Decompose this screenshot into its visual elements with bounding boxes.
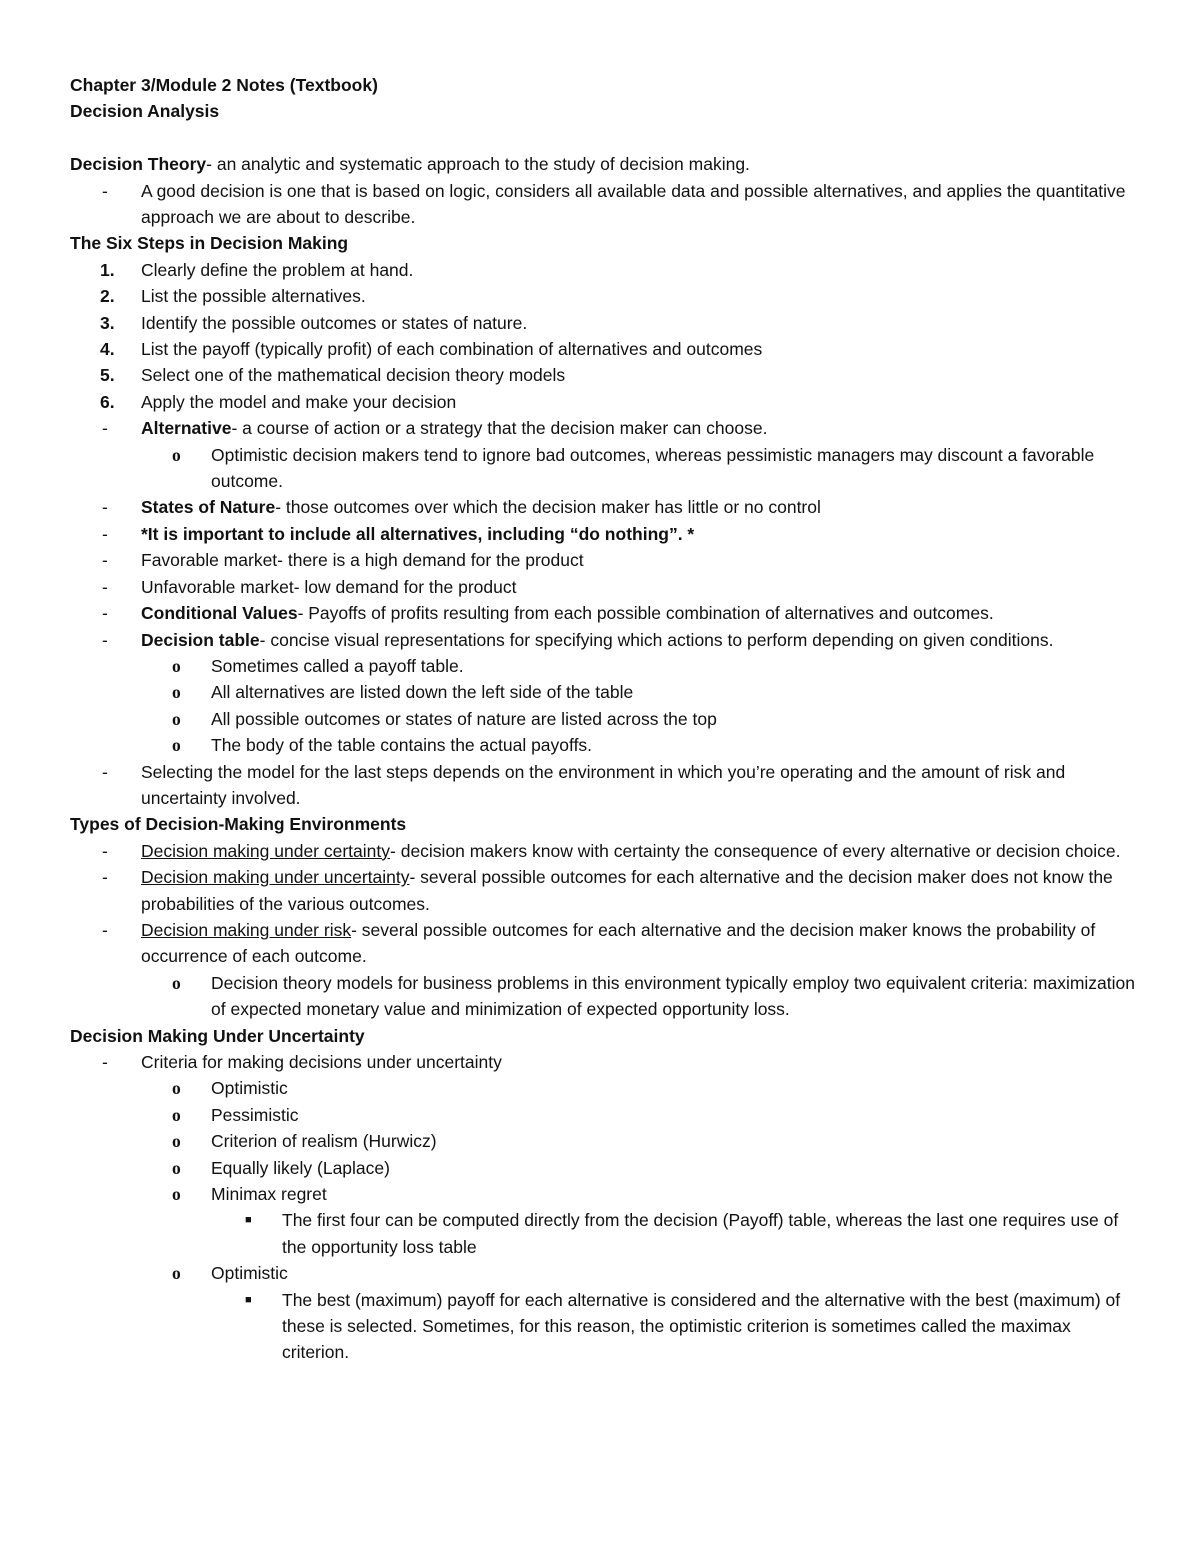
square-bullet-icon: ■ (245, 1214, 252, 1227)
dash-bullet-icon: - (102, 523, 108, 544)
decision-table-sub: The body of the table contains the actual payoffs. (211, 735, 593, 756)
list-item (70, 494, 1140, 520)
document-page (70, 72, 1140, 1366)
circle-bullet-icon: o (172, 655, 181, 676)
unfavorable-text: Unfavorable market- low demand for the product (141, 576, 517, 597)
dash-bullet-icon: - (102, 576, 108, 597)
document-subtitle: Decision Analysis (70, 101, 220, 122)
list-item (70, 283, 1140, 309)
list-item (70, 362, 1140, 388)
list-item (70, 1102, 1140, 1128)
list-item (70, 1207, 1140, 1260)
circle-bullet-icon: o (172, 1078, 181, 1099)
decision-theory-note: A good decision is one that is based on logic, considers all available data and possible alternatives, and applies the quantitative approach we are about to describe. (141, 180, 1126, 228)
circle-bullet-icon: o (172, 1184, 181, 1205)
list-item (70, 864, 1140, 917)
important-note: *It is important to include all alternatives, including “do nothing”. * (141, 523, 695, 544)
step-number: 4. (100, 339, 115, 360)
list-item (70, 178, 1140, 231)
dash-bullet-icon: - (102, 840, 108, 861)
dash-bullet-icon: - (102, 919, 108, 940)
circle-bullet-icon: o (172, 972, 181, 993)
step-number: 6. (100, 391, 115, 412)
list-item (70, 389, 1140, 415)
list-item (70, 759, 1140, 812)
decision-table-sub: All possible outcomes or states of nature are listed across the top (211, 708, 717, 729)
criteria-item: Optimistic (211, 1078, 288, 1099)
decision-theory-definition (70, 151, 1140, 177)
step-text: List the possible alternatives. (141, 286, 366, 307)
list-item (70, 679, 1140, 705)
six-steps-heading: The Six Steps in Decision Making (70, 233, 349, 254)
step-number: 2. (100, 286, 115, 307)
conditional-text: - Payoffs of profits resulting from each possible combination of alternatives and outcomes. (297, 603, 994, 624)
dash-bullet-icon: - (102, 867, 108, 888)
list-item (70, 336, 1140, 362)
circle-bullet-icon: o (172, 708, 181, 729)
dash-bullet-icon: - (102, 761, 108, 782)
criteria-item: Minimax regret (211, 1184, 327, 1205)
list-item (70, 627, 1140, 653)
risk-sub: Decision theory models for business problems in this environment typically employ two equivalent criteria: maximization of expected monetary value and minimization of expected opportunity loss. (211, 972, 1136, 1020)
decision-table-text: - concise visual representations for specifying which actions to perform depending on given conditions. (259, 629, 1054, 650)
decision-table-sub: Sometimes called a payoff table. (211, 655, 464, 676)
step-text: Select one of the mathematical decision theory models (141, 365, 566, 386)
step-number: 1. (100, 259, 115, 280)
step-text: Clearly define the problem at hand. (141, 259, 414, 280)
alternative-text: - a course of action or a strategy that the decision maker can choose. (231, 418, 768, 439)
list-item (70, 574, 1140, 600)
dash-bullet-icon: - (102, 550, 108, 571)
list-item (70, 1049, 1140, 1075)
list-item (70, 1181, 1140, 1207)
list-item (70, 838, 1140, 864)
optimistic-heading: Optimistic (211, 1263, 288, 1284)
square-bullet-icon: ■ (245, 1293, 252, 1306)
risk-term: Decision making under risk (141, 919, 352, 940)
list-item (70, 1075, 1140, 1101)
circle-bullet-icon: o (172, 735, 181, 756)
states-term: States of Nature (141, 497, 276, 518)
alternative-term: Alternative (141, 418, 232, 439)
list-item (70, 442, 1140, 495)
list-item (70, 732, 1140, 758)
uncertainty-term: Decision making under uncertainty (141, 867, 410, 888)
certainty-text: - decision makers know with certainty the consequence of every alternative or decision choice. (390, 840, 1121, 861)
dash-bullet-icon: - (102, 418, 108, 439)
step-text: Identify the possible outcomes or states of nature. (141, 312, 528, 333)
decision-table-term: Decision table (141, 629, 260, 650)
circle-bullet-icon: o (172, 444, 181, 465)
circle-bullet-icon: o (172, 1157, 181, 1178)
selecting-text: Selecting the model for the last steps depends on the environment in which you’re operating and the amount of risk and uncertainty involved. (141, 761, 1066, 808)
step-text: List the payoff (typically profit) of each combination of alternatives and outcomes (141, 339, 763, 360)
list-item (70, 970, 1140, 1023)
list-item (70, 653, 1140, 679)
list-item (70, 1260, 1140, 1286)
circle-bullet-icon: o (172, 1263, 181, 1284)
document-title: Chapter 3/Module 2 Notes (Textbook) (70, 75, 378, 95)
favorable-text: Favorable market- there is a high demand for the product (141, 550, 584, 571)
list-item (70, 706, 1140, 732)
list-item (70, 1287, 1140, 1366)
dash-bullet-icon: - (102, 180, 108, 201)
certainty-term: Decision making under certainty (141, 840, 391, 861)
list-item (70, 1128, 1140, 1154)
uncertainty-text: - several possible outcomes for each alternative and the decision maker does not know the probabilities of the various outcomes. (141, 867, 1113, 914)
criteria-note: The first four can be computed directly from the decision (Payoff) table, whereas the last one requires use of the opportunity loss table (282, 1210, 1119, 1257)
list-item (70, 1155, 1140, 1181)
decision-theory-text: - an analytic and systematic approach to the study of decision making. (206, 154, 750, 175)
list-item (70, 257, 1140, 283)
dash-bullet-icon: - (102, 629, 108, 650)
list-item (70, 917, 1140, 970)
uncertainty-heading: Decision Making Under Uncertainty (70, 1025, 365, 1046)
dash-bullet-icon: - (102, 1052, 108, 1073)
decision-table-sub: All alternatives are listed down the left side of the table (211, 682, 634, 703)
step-number: 3. (100, 312, 115, 333)
conditional-term: Conditional Values (141, 603, 298, 624)
dash-bullet-icon: - (102, 603, 108, 624)
optimistic-note: The best (maximum) payoff for each alternative is considered and the alternative with the best (maximum) of these is selected. Sometimes, for this reason, the optimistic criterion is sometimes called the maximax criterion. (282, 1289, 1121, 1363)
spacer (70, 125, 1140, 151)
criteria-item: Criterion of realism (Hurwicz) (211, 1131, 437, 1152)
risk-text: - several possible outcomes for each alternative and the decision maker knows the probability of occurrence of each outcome. (141, 919, 1096, 967)
circle-bullet-icon: o (172, 1131, 181, 1152)
dash-bullet-icon: - (102, 497, 108, 518)
list-item (70, 521, 1140, 547)
list-item (70, 600, 1140, 626)
circle-bullet-icon: o (172, 1104, 181, 1125)
criteria-item: Pessimistic (211, 1104, 299, 1125)
step-text: Apply the model and make your decision (141, 391, 457, 412)
states-text: - those outcomes over which the decision maker has little or no control (275, 497, 821, 518)
step-number: 5. (100, 365, 115, 386)
alternative-sub: Optimistic decision makers tend to ignore bad outcomes, whereas pessimistic managers may discount a favorable outcome. (211, 444, 1095, 492)
criteria-intro: Criteria for making decisions under uncertainty (141, 1052, 502, 1073)
list-item (70, 310, 1140, 336)
environments-heading: Types of Decision-Making Environments (70, 814, 407, 835)
circle-bullet-icon: o (172, 682, 181, 703)
decision-theory-term: Decision Theory (70, 154, 207, 175)
list-item (70, 415, 1140, 441)
list-item (70, 547, 1140, 573)
criteria-item: Equally likely (Laplace) (211, 1157, 390, 1178)
